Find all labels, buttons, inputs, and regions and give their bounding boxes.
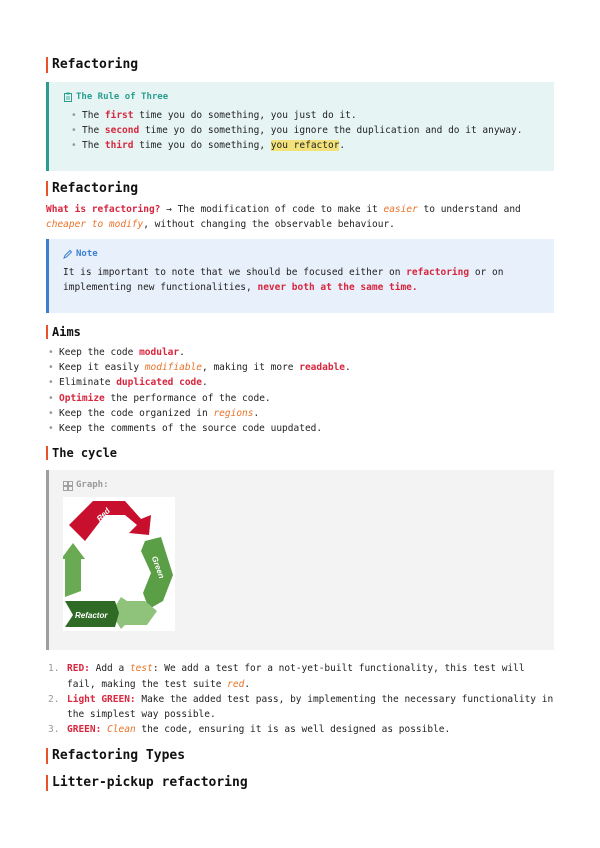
aims-list (46, 345, 554, 436)
red-arrow (69, 501, 151, 541)
cycle-steps-list (46, 661, 554, 737)
list-item: • Keep it easily modifiable, making it more readable. (48, 360, 554, 375)
list-item: • Keep the code organized in regions. (48, 406, 554, 421)
list-item: • The third time you do something, you refactor. (71, 138, 540, 153)
graph-callout (46, 470, 554, 650)
graph-icon (63, 481, 73, 491)
red-label: Red (94, 506, 112, 524)
list-item: 3. GREEN: Clean the code, ensuring it is as well designed as possible. (48, 724, 451, 736)
pencil-icon (63, 249, 73, 259)
list-item: • Keep the code modular. (48, 345, 554, 360)
tdd-cycle-diagram (63, 497, 175, 631)
refactor-label: Refactor (75, 610, 108, 620)
list-item: 2. Light GREEN: Make the added test pass, by implementing the necessary functionality in the simplest way possible. (48, 693, 554, 721)
section-title-refactoring-types: Refactoring Types (46, 748, 554, 764)
list-item: • The second time yo do something, you ignore the duplication and do it anyway. (71, 123, 540, 138)
list-item: • The first time you do something, you just do it. (71, 108, 540, 123)
rule-list (63, 108, 540, 154)
callout-title: The Rule of Three (63, 90, 540, 104)
rule-of-three-callout (46, 82, 554, 171)
clipboard-icon (63, 92, 73, 102)
section-title-refactoring-1: Refactoring (46, 57, 554, 73)
section-title-aims: Aims (46, 325, 554, 339)
section-title-cycle: The cycle (46, 446, 554, 460)
callout-title: Graph: (63, 478, 540, 492)
list-item: 1. RED: Add a test: We add a test for a not-yet-built functionality, this test will fail, making the test suite red. (48, 663, 525, 690)
section-title-refactoring-2: Refactoring (46, 181, 554, 197)
note-text: It is important to note that we should be focused either on refactoring or on implementing new functionalities, never both at the same time. (63, 266, 504, 294)
list-item: • Keep the comments of the source code uupdated. (48, 421, 554, 436)
callout-title: Note (63, 247, 540, 261)
list-item: • Optimize the performance of the code. (48, 391, 554, 406)
note-callout (46, 239, 554, 313)
definition-paragraph: What is refactoring? → The modification of code to make it easier to understand and cheaper to modify, without changing the observable behaviour. (46, 204, 521, 231)
green-label: Green (149, 554, 167, 580)
list-item: • Eliminate duplicated code. (48, 375, 554, 390)
left-green-arrow (63, 543, 85, 597)
section-subtitle-litter-pickup: Litter-pickup refactoring (46, 775, 554, 791)
